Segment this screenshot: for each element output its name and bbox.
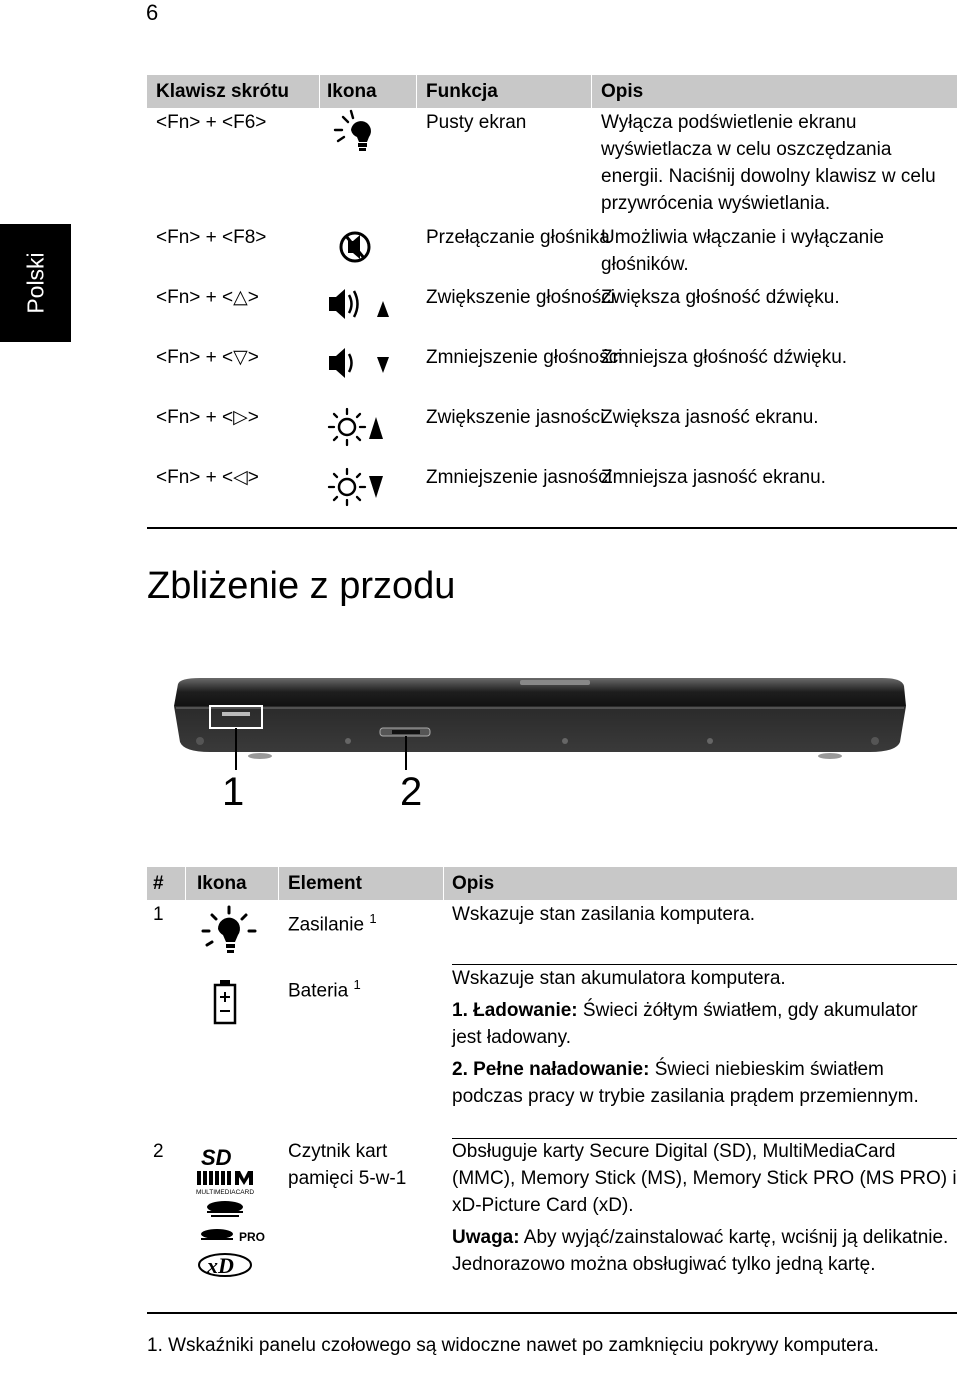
front-components-table: [147, 867, 957, 1278]
front-table-header: [147, 867, 957, 900]
shortcut-key: <Fn> + <◁>: [156, 467, 259, 488]
hotkey-table-header: [147, 75, 957, 108]
hotkey-row: [147, 463, 957, 527]
triangle-down-icon: ▽: [233, 347, 248, 368]
svg-text:PRO: PRO: [239, 1230, 266, 1244]
element-power: Zasilanie $^1$: [288, 911, 377, 936]
function-name: Przełączanie głośnika: [426, 227, 610, 248]
header-number: #: [153, 873, 164, 894]
mmc-logo-icon: MULTIMEDIACARD: [196, 1189, 255, 1196]
header-description: Opis: [452, 873, 495, 894]
function-name: Zmniejszenie głośności: [426, 347, 623, 368]
hotkey-row: [147, 108, 957, 223]
function-description: Zmniejsza głośność dźwięku.: [601, 347, 848, 368]
function-description: Wyłącza podświetlenie ekranu wyświetlacza w celu oszczędzania energii. Naciśnij dowolny klawisz w celu przywrócenia wyświetlania.: [601, 112, 936, 214]
header-icon: Ikona: [327, 81, 377, 102]
triangle-left-icon: ◁: [233, 467, 248, 488]
laptop-front-illustration: [170, 670, 910, 830]
hotkey-row: [147, 343, 957, 403]
hotkey-row: [147, 283, 957, 343]
hotkey-row: [147, 403, 957, 463]
triangle-up-icon: △: [233, 287, 248, 308]
row-number: 1: [153, 904, 164, 925]
shortcut-key: <Fn> + <F8>: [156, 227, 267, 248]
memory-stick-pro-logo-icon: [201, 1229, 265, 1244]
speaker-toggle-icon: [327, 223, 407, 275]
page-number: 6: [146, 0, 159, 25]
battery-icon: [213, 979, 237, 1025]
hotkey-table: [147, 75, 957, 527]
header-shortcut: Klawisz skrótu: [156, 81, 290, 102]
brightness-up-icon: [327, 403, 407, 455]
header-function: Funkcja: [426, 81, 498, 102]
callout-2: 2: [400, 770, 423, 814]
function-description: Zmniejsza jasność ekranu.: [601, 467, 826, 488]
sd-logo-icon: SD: [201, 1145, 232, 1170]
callout-1: 1: [222, 770, 245, 814]
function-description: Zwiększa głośność dźwięku.: [601, 287, 840, 308]
screen-blank-icon: [327, 108, 407, 160]
element-card-reader-description: Obsługuje karty Secure Digital (SD), MultiMediaCard (MMC), Memory Stick (MS), Memory Stick PRO (MS PRO) i xD-Picture Card (xD). Uwaga: Aby wyjąć/zainstalować kartę, wciśnij ją delikatnie. Jednorazowo można obsługiwać tylko jedną kartę.: [452, 1141, 957, 1275]
shortcut-key: <Fn> + <△>: [156, 287, 259, 308]
function-name: Pusty ekran: [426, 112, 527, 133]
table-bottom-rule: [147, 1312, 957, 1314]
header-icon: Ikona: [197, 873, 247, 894]
function-name: Zmniejszenie jasności: [426, 467, 612, 488]
shortcut-key: <Fn> + <F6>: [156, 112, 267, 133]
footnote: 1. Wskaźniki panelu czołowego są widoczne nawet po zamknięciu pokrywy komputera.: [147, 1335, 879, 1356]
header-element: Element: [288, 873, 362, 894]
volume-down-icon: [327, 343, 407, 395]
hotkey-row: [147, 223, 957, 283]
volume-up-icon: [327, 283, 407, 335]
element-power-description: Wskazuje stan zasilania komputera.: [452, 904, 756, 925]
function-description: Umożliwia włączanie i wyłączanie głośników.: [601, 227, 884, 275]
section-title: Zbliżenie z przodu: [147, 565, 456, 607]
function-name: Zwiększenie jasności: [426, 407, 605, 428]
language-tab: [0, 224, 71, 342]
xd-logo-icon: [199, 1253, 251, 1278]
brightness-down-icon: [327, 463, 407, 515]
element-battery-description: Wskazuje stan akumulatora komputera. 1. Ładowanie: Świeci żółtym światłem, gdy akumulator jest ładowany. 2. Pełne naładowanie: Świeci niebieskim światłem podczas pracy w trybie zasilania prądem przemiennym.: [452, 968, 919, 1107]
svg-text:xD: xD: [207, 1253, 234, 1278]
element-battery: Bateria $^1$: [288, 977, 361, 1002]
memory-stick-logo-icon: [207, 1201, 243, 1217]
element-card-reader: Czytnik kart pamięci 5-w-1: [288, 1141, 407, 1189]
power-light-icon: [199, 905, 259, 959]
function-description: Zwiększa jasność ekranu.: [601, 407, 819, 428]
shortcut-key: <Fn> + <▷>: [156, 407, 259, 428]
language-tab-label: Polski: [22, 252, 48, 314]
function-name: Zwiększenie głośności: [426, 287, 616, 308]
triangle-right-icon: ▷: [233, 407, 248, 428]
shortcut-key: <Fn> + <▽>: [156, 347, 259, 368]
card-reader-logos: [195, 1143, 277, 1279]
row-number: 2: [153, 1141, 164, 1162]
header-description: Opis: [601, 81, 644, 102]
table-bottom-rule: [147, 527, 957, 529]
